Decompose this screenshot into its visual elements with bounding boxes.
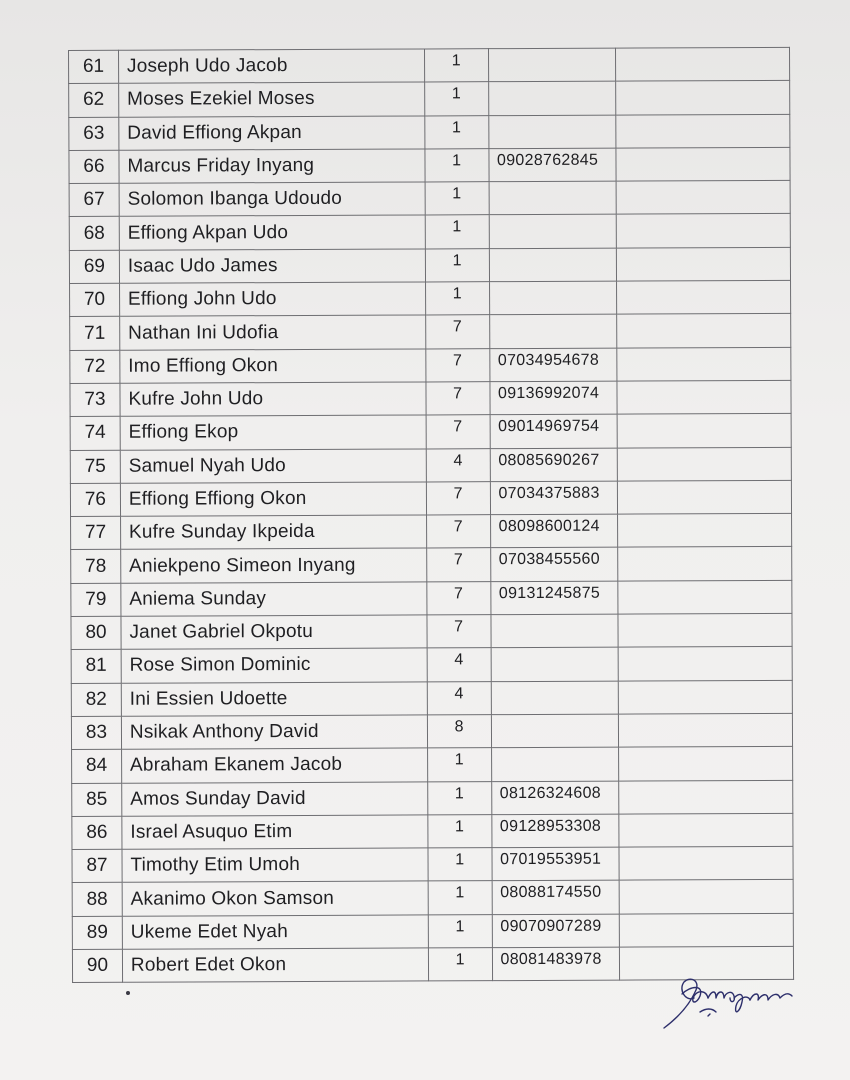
phone-number-cell: [491, 714, 619, 748]
name-cell: Effiong John Udo: [119, 282, 425, 317]
table-row: [69, 47, 790, 83]
quantity-cell: 4: [426, 448, 490, 482]
phone-number-cell: 09070907289: [492, 914, 620, 948]
name-cell: Solomon Ibanga Udoudo: [119, 182, 425, 217]
phone-number-cell: 08126324608: [491, 781, 619, 815]
quantity-cell: 1: [428, 881, 492, 915]
phone-number-cell: 07019553951: [492, 847, 620, 881]
name-cell: Timothy Etim Umoh: [122, 848, 428, 883]
name-cell: Janet Gabriel Okpotu: [121, 615, 427, 650]
serial-number-cell: 77: [71, 516, 121, 550]
quantity-cell: 1: [425, 182, 489, 216]
table-row: [70, 480, 791, 516]
quantity-cell: 1: [425, 248, 489, 282]
quantity-cell: 1: [428, 848, 492, 882]
table-row: [72, 846, 793, 882]
quantity-cell: 1: [425, 215, 489, 249]
name-cell: Amos Sunday David: [122, 781, 428, 816]
serial-number-cell: 74: [70, 417, 120, 451]
empty-cell: [616, 47, 790, 81]
phone-number-cell: [491, 747, 619, 781]
table-row: [71, 613, 792, 649]
serial-number-cell: 85: [72, 783, 122, 817]
serial-number-cell: 84: [72, 750, 122, 784]
name-cell: Effiong Ekop: [120, 415, 426, 450]
empty-cell: [617, 380, 791, 414]
name-cell: Aniekpeno Simeon Inyang: [121, 548, 427, 583]
empty-cell: [618, 447, 792, 481]
empty-cell: [618, 514, 792, 548]
phone-number-cell: [489, 281, 617, 315]
table-row: [70, 314, 791, 350]
serial-number-cell: 76: [70, 483, 120, 517]
quantity-cell: 7: [427, 581, 491, 615]
table-row: [72, 880, 793, 916]
empty-cell: [618, 547, 792, 581]
serial-number-cell: 69: [69, 250, 119, 284]
serial-number-cell: 71: [70, 317, 120, 351]
table-row: [71, 647, 792, 683]
empty-cell: [619, 680, 793, 714]
name-cell: Ukeme Edet Nyah: [122, 915, 428, 950]
quantity-cell: 1: [425, 282, 489, 316]
name-cell: Joseph Udo Jacob: [118, 49, 424, 84]
serial-number-cell: 72: [70, 350, 120, 384]
serial-number-cell: 82: [71, 683, 121, 717]
table-row: [71, 547, 792, 583]
serial-number-cell: 87: [72, 849, 122, 883]
serial-number-cell: 75: [70, 450, 120, 484]
phone-number-cell: [489, 314, 617, 348]
name-cell: Marcus Friday Inyang: [119, 149, 425, 184]
table-row: [69, 181, 790, 217]
serial-number-cell: 78: [71, 550, 121, 584]
name-cell: Israel Asuquo Etim: [122, 815, 428, 850]
empty-cell: [619, 647, 793, 681]
phone-number-cell: 07034375883: [490, 481, 618, 515]
table-row: [69, 147, 790, 183]
name-cell: Kufre John Udo: [120, 382, 426, 417]
table-row: [70, 447, 791, 483]
quantity-cell: 8: [427, 715, 491, 749]
phone-number-cell: 07038455560: [490, 548, 618, 582]
table-row: [69, 114, 790, 150]
serial-number-cell: 68: [69, 217, 119, 251]
quantity-cell: 7: [425, 348, 489, 382]
empty-cell: [618, 480, 792, 514]
empty-cell: [618, 613, 792, 647]
serial-number-cell: 88: [72, 883, 122, 917]
phone-number-cell: 08085690267: [490, 448, 618, 482]
table-body: [69, 47, 794, 982]
phone-number-cell: 09028762845: [488, 148, 616, 182]
quantity-cell: 7: [426, 515, 490, 549]
phone-number-cell: [489, 215, 617, 249]
phone-number-cell: [491, 647, 619, 681]
phone-number-cell: [488, 81, 616, 115]
phone-number-cell: 09014969754: [490, 414, 618, 448]
table-row: [70, 347, 791, 383]
quantity-cell: 7: [426, 415, 490, 449]
serial-number-cell: 81: [71, 650, 121, 684]
quantity-cell: 7: [427, 615, 491, 649]
empty-cell: [617, 347, 791, 381]
table-row: [70, 280, 791, 316]
quantity-cell: 7: [426, 548, 490, 582]
phone-number-cell: 08088174550: [492, 881, 620, 915]
name-cell: Nsikak Anthony David: [121, 715, 427, 750]
phone-number-cell: 09128953308: [491, 814, 619, 848]
table-row: [69, 81, 790, 117]
phone-number-cell: [489, 248, 617, 282]
table-row: [69, 247, 790, 283]
serial-number-cell: 66: [69, 150, 119, 184]
quantity-cell: 1: [427, 781, 491, 815]
empty-cell: [620, 913, 794, 947]
table-row: [71, 580, 792, 616]
quantity-cell: 7: [426, 382, 490, 416]
table-row: [72, 913, 793, 949]
phone-number-cell: 07034954678: [489, 348, 617, 382]
name-cell: Ini Essien Udoette: [121, 682, 427, 717]
empty-cell: [617, 181, 791, 215]
serial-number-cell: 63: [69, 117, 119, 151]
quantity-cell: 1: [427, 748, 491, 782]
empty-cell: [618, 580, 792, 614]
serial-number-cell: 79: [71, 583, 121, 617]
name-cell: David Effiong Akpan: [119, 116, 425, 151]
empty-cell: [617, 247, 791, 281]
empty-cell: [618, 414, 792, 448]
table-row: [69, 214, 790, 250]
table-row: [72, 813, 793, 849]
name-cell: Isaac Udo James: [119, 249, 425, 284]
phone-number-cell: [490, 614, 618, 648]
table-row: [72, 747, 793, 783]
phone-number-cell: 09131245875: [490, 581, 618, 615]
quantity-cell: 1: [428, 914, 492, 948]
phone-number-cell: [491, 681, 619, 715]
phone-number-cell: [488, 48, 616, 82]
name-cell: Imo Effiong Okon: [120, 349, 426, 384]
serial-number-cell: 70: [70, 283, 120, 317]
quantity-cell: 1: [424, 115, 488, 149]
empty-cell: [616, 114, 790, 148]
quantity-cell: 4: [427, 681, 491, 715]
quantity-cell: 1: [428, 814, 492, 848]
table-row: [71, 713, 792, 749]
name-cell: Robert Edet Okon: [122, 948, 428, 983]
name-cell: Nathan Ini Udofia: [120, 315, 426, 350]
quantity-cell: 4: [427, 648, 491, 682]
quantity-cell: 1: [424, 49, 488, 83]
empty-cell: [619, 713, 793, 747]
empty-cell: [617, 314, 791, 348]
quantity-cell: 7: [426, 482, 490, 516]
table-row: [71, 514, 792, 550]
quantity-cell: 1: [425, 149, 489, 183]
serial-number-cell: 89: [72, 916, 122, 950]
serial-number-cell: 80: [71, 616, 121, 650]
empty-cell: [620, 880, 794, 914]
phone-number-cell: 08081483978: [492, 947, 620, 981]
serial-number-cell: 83: [71, 716, 121, 750]
quantity-cell: 1: [424, 82, 488, 116]
serial-number-cell: 90: [72, 949, 122, 983]
name-cell: Abraham Ekanem Jacob: [121, 748, 427, 783]
phone-number-cell: 09136992074: [489, 381, 617, 415]
empty-cell: [617, 280, 791, 314]
name-cell: Effiong Effiong Okon: [120, 482, 426, 517]
name-cell: Aniema Sunday: [121, 582, 427, 617]
empty-cell: [619, 813, 793, 847]
name-cell: Effiong Akpan Udo: [119, 215, 425, 250]
empty-cell: [617, 214, 791, 248]
empty-cell: [616, 147, 790, 181]
phone-number-cell: [489, 181, 617, 215]
quantity-cell: 7: [425, 315, 489, 349]
table-row: [70, 414, 791, 450]
empty-cell: [619, 780, 793, 814]
phone-number-cell: [488, 115, 616, 149]
name-cell: Akanimo Okon Samson: [122, 881, 428, 916]
serial-number-cell: 67: [69, 183, 119, 217]
quantity-cell: 1: [428, 948, 492, 982]
empty-cell: [619, 846, 793, 880]
serial-number-cell: 61: [69, 50, 119, 84]
phone-number-cell: 08098600124: [490, 514, 618, 548]
signature-icon: [660, 968, 800, 1032]
table-row: [70, 380, 791, 416]
empty-cell: [619, 747, 793, 781]
serial-number-cell: 62: [69, 84, 119, 118]
serial-number-cell: 73: [70, 383, 120, 417]
name-cell: Moses Ezekiel Moses: [119, 82, 425, 117]
beneficiary-table: [68, 47, 794, 983]
table-row: [71, 680, 792, 716]
table-row: [72, 780, 793, 816]
name-cell: Rose Simon Dominic: [121, 648, 427, 683]
serial-number-cell: 86: [72, 816, 122, 850]
ink-dot: [126, 991, 130, 995]
empty-cell: [616, 81, 790, 115]
name-cell: Samuel Nyah Udo: [120, 449, 426, 484]
name-cell: Kufre Sunday Ikpeida: [120, 515, 426, 550]
